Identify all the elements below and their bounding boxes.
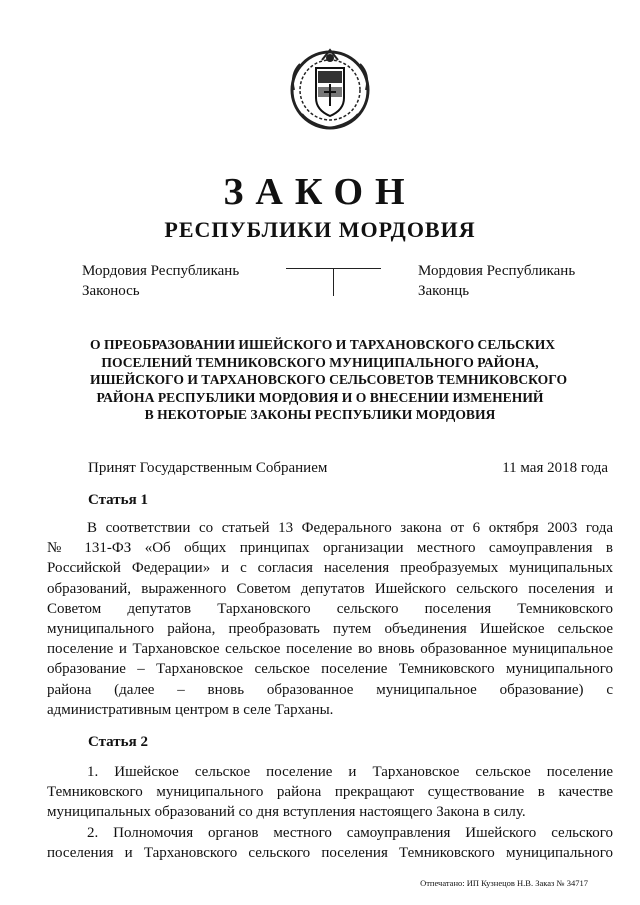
law-title-line: В НЕКОТОРЫЕ ЗАКОНЫ РЕСПУБЛИКИ МОРДОВИЯ xyxy=(144,407,496,422)
paragraph-line: 1. Ишейское сельское поселение и Тархановское сельское поселение xyxy=(87,764,613,780)
paragraph-line: поселения и Тархановского сельского поселения Темниковского муниципального xyxy=(47,845,613,862)
paragraph-line: Советом депутатов Тархановского сельского поселения Темниковского xyxy=(47,600,613,617)
article-2-paragraph-1 xyxy=(47,762,613,823)
adopted-date: 11 мая 2018 года xyxy=(502,460,608,476)
header-divider-vertical xyxy=(333,268,334,296)
erzya-header-right-line: Мордовия Республикань xyxy=(418,263,576,279)
paragraph-line: № 131-ФЗ «Об общих принципах организации местного самоуправления в xyxy=(47,540,613,557)
law-title xyxy=(90,336,568,424)
moksha-header-left xyxy=(82,261,239,301)
document-title: ЗАКОН xyxy=(223,171,417,213)
paragraph-line: муниципального района, преобразовать путем объединения Ишейское сельское xyxy=(47,620,613,637)
moksha-header-left-line: Законось xyxy=(82,283,140,299)
paragraph-line: поселение и Тархановское сельское поселение во вновь образованное муниципальное xyxy=(47,641,613,658)
paragraph-line: Российской Федерации» и с согласия населения преобразуемых муниципальных xyxy=(47,560,613,577)
paragraph-line: Темниковского муниципального района прекращают существование в качестве xyxy=(47,784,613,801)
paragraph-line: 2. Полномочия органов местного самоуправления Ишейского сельского xyxy=(87,825,613,841)
law-title-line: ПОСЕЛЕНИЙ ТЕМНИКОВСКОГО МУНИЦИПАЛЬНОГО РАЙОНА, xyxy=(101,354,539,370)
adopted-label: Принят Государственным Собранием xyxy=(88,460,328,476)
paragraph-line: административным центром в селе Тарханы. xyxy=(47,701,334,718)
paragraph-line: образований, выраженного Советом депутатов Ишейского сельского поселения и xyxy=(47,580,613,597)
article-1-paragraph xyxy=(47,518,613,720)
print-note: Отпечатано: ИП Кузнецов Н.В. Заказ № 34717 xyxy=(420,878,588,888)
coat-of-arms-icon xyxy=(286,44,374,132)
article-2-paragraph-2 xyxy=(47,823,613,863)
erzya-header-right xyxy=(418,261,575,301)
article-2-heading: Статья 2 xyxy=(88,734,148,750)
document-subtitle: РЕСПУБЛИКИ МОРДОВИЯ xyxy=(164,217,476,242)
paragraph-line: образование – Тархановское сельское поселение Темниковского муниципального xyxy=(47,661,613,678)
paragraph-line: муниципальных образований со дня вступления настоящего Закона в силу. xyxy=(47,804,526,821)
moksha-header-left-line: Мордовия Республикань xyxy=(82,263,240,279)
article-1-heading: Статья 1 xyxy=(88,492,148,508)
paragraph-line: района (далее – вновь образованное муниципальное образование) с xyxy=(47,681,613,698)
law-title-line: РАЙОНА РЕСПУБЛИКИ МОРДОВИЯ И О ВНЕСЕНИИ ИЗМЕНЕНИЙ xyxy=(96,389,544,405)
law-title-line: ИШЕЙСКОГО И ТАРХАНОВСКОГО СЕЛЬСОВЕТОВ ТЕМНИКОВСКОГО xyxy=(90,372,568,387)
paragraph-line: В соответствии со статьей 13 Федерального закона от 6 октября 2003 года xyxy=(87,520,613,536)
law-title-line: О ПРЕОБРАЗОВАНИИ ИШЕЙСКОГО И ТАРХАНОВСКОГО СЕЛЬСКИХ xyxy=(90,337,556,352)
erzya-header-right-line: Законць xyxy=(418,283,470,299)
